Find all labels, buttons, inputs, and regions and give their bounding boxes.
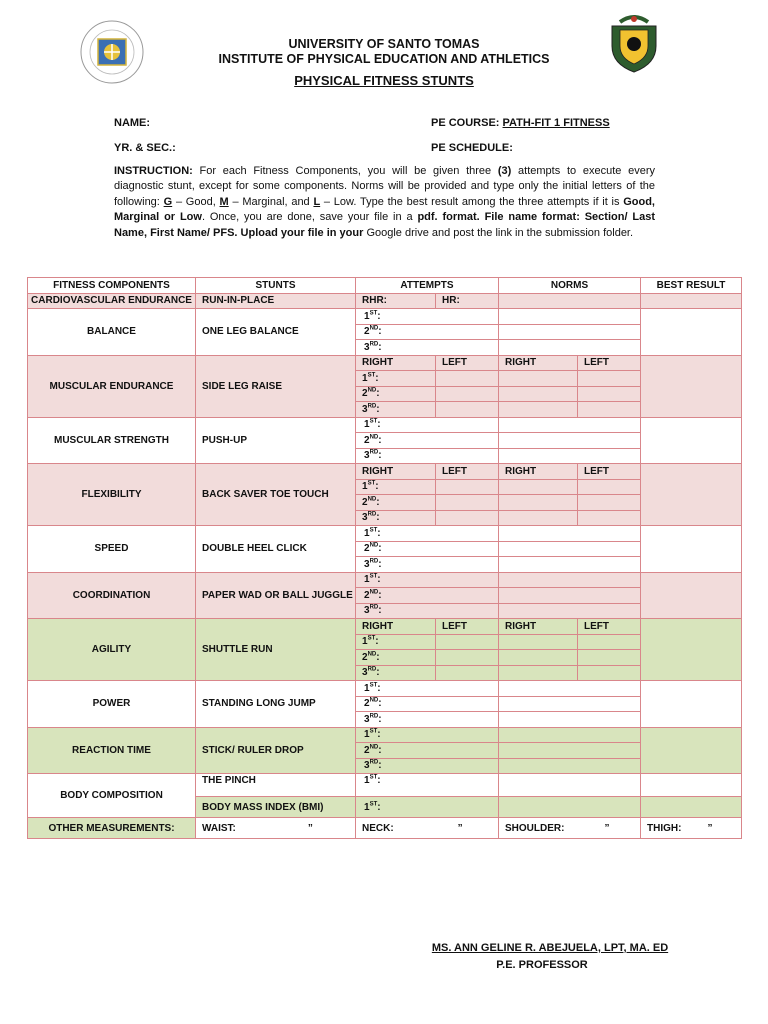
stunt-cell: STANDING LONG JUMP (196, 681, 356, 728)
rhr-cell[interactable]: RHR: (356, 293, 436, 309)
left-attempt-cell[interactable] (436, 650, 499, 666)
component-cell: CARDIOVASCULAR ENDURANCE (28, 293, 196, 309)
pe-course-value: PATH-FIT 1 FITNESS (502, 117, 610, 129)
professor-role: P.E. PROFESSOR (496, 959, 588, 971)
norms-cell[interactable] (499, 774, 641, 797)
best-result-cell[interactable] (641, 572, 742, 619)
right-label: RIGHT (356, 355, 436, 371)
attempt-1-cell[interactable]: 1ST: (356, 634, 436, 650)
table-row (28, 464, 742, 480)
best-result-cell[interactable] (641, 727, 742, 774)
left-attempt-cell[interactable] (436, 386, 499, 402)
norms-cell[interactable] (499, 696, 641, 712)
stunt-cell: PUSH-UP (196, 417, 356, 464)
norms-cell[interactable] (499, 572, 641, 588)
name-label: NAME: (114, 117, 151, 129)
col-header: BEST RESULT (641, 278, 742, 294)
left-label: LEFT (436, 355, 499, 371)
norm-right-cell[interactable] (499, 371, 578, 387)
norms-cell[interactable] (499, 448, 641, 464)
stunt-cell: BACK SAVER TOE TOUCH (196, 464, 356, 526)
left-label: LEFT (578, 464, 641, 480)
component-cell: POWER (28, 681, 196, 728)
norm-right-cell[interactable] (499, 665, 578, 681)
best-result-cell[interactable] (641, 293, 742, 309)
yr-sec-label: YR. & SEC.: (114, 142, 176, 154)
component-cell: MUSCULAR ENDURANCE (28, 355, 196, 417)
stunt-cell: PAPER WAD OR BALL JUGGLE (196, 572, 356, 619)
attempt-3-cell[interactable]: 3RD: (356, 402, 436, 418)
stunt-cell: THE PINCH (196, 774, 356, 797)
attempt-2-cell[interactable]: 2ND: (356, 433, 499, 449)
best-result-cell[interactable] (641, 797, 742, 818)
table-row (28, 526, 742, 542)
norms-cell[interactable] (499, 340, 641, 356)
col-header: ATTEMPTS (356, 278, 499, 294)
component-cell: MUSCULAR STRENGTH (28, 417, 196, 464)
institute-name: INSTITUTE OF PHYSICAL EDUCATION AND ATHLETICS (218, 52, 550, 66)
attempt-2-cell[interactable]: 2ND: (356, 588, 499, 604)
attempt-1-cell[interactable]: 1ST: (356, 727, 499, 743)
best-result-cell[interactable] (641, 309, 742, 356)
attempt-1-cell[interactable]: 1ST: (356, 681, 499, 697)
norm-left-cell[interactable] (578, 479, 641, 495)
norm-left-cell[interactable] (578, 634, 641, 650)
attempt-1-cell[interactable]: 1ST: (356, 371, 436, 387)
attempt-3-cell[interactable]: 3RD: (356, 448, 499, 464)
table-row (28, 309, 742, 325)
pe-course-label: PE COURSE: PATH-FIT 1 FITNESS (431, 117, 610, 129)
thigh-measure-cell[interactable]: THIGH: ” (641, 818, 742, 839)
norms-cell[interactable] (499, 324, 641, 340)
instruction-paragraph: INSTRUCTION: For each Fitness Components, you will be given three (3) attempts to execute every diagnostic stunt, except for some components. Norms will be provided and type only the initial letters of the following: G – Good, M – Marginal, and L – Low. Type the best result among the three attempts if it is Good, Marginal or Low. Once, you are done, save your file in a pdf. format. File name format: Section/ Last Name, First Name/ PFS. Upload your file in your Google drive and post the link in the submission folder. (114, 165, 655, 239)
left-attempt-cell[interactable] (436, 634, 499, 650)
norms-cell[interactable] (499, 681, 641, 697)
norm-left-cell[interactable] (578, 510, 641, 526)
best-result-cell[interactable] (641, 774, 742, 797)
best-result-cell[interactable] (641, 526, 742, 573)
left-attempt-cell[interactable] (436, 402, 499, 418)
shoulder-measure-cell[interactable]: SHOULDER: ” (499, 818, 641, 839)
norm-right-cell[interactable] (499, 650, 578, 666)
norm-left-cell[interactable] (578, 495, 641, 511)
stunt-cell: SIDE LEG RAISE (196, 355, 356, 417)
right-label: RIGHT (499, 464, 578, 480)
stunt-cell: STICK/ RULER DROP (196, 727, 356, 774)
norms-cell[interactable] (499, 758, 641, 774)
table-row (28, 572, 742, 588)
norm-left-cell[interactable] (578, 650, 641, 666)
left-attempt-cell[interactable] (436, 371, 499, 387)
left-label: LEFT (436, 619, 499, 635)
component-cell: FLEXIBILITY (28, 464, 196, 526)
neck-measure-cell[interactable]: NECK: ” (356, 818, 499, 839)
attempt-2-cell[interactable]: 2ND: (356, 386, 436, 402)
norm-right-cell[interactable] (499, 402, 578, 418)
component-cell: BALANCE (28, 309, 196, 356)
attempt-1-cell[interactable]: 1ST: (356, 417, 499, 433)
hr-cell[interactable]: HR: (436, 293, 499, 309)
table-row (28, 417, 742, 433)
stunt-cell: RUN-IN-PLACE (196, 293, 356, 309)
attempt-2-cell[interactable]: 2ND: (356, 650, 436, 666)
attempt-2-cell[interactable]: 2ND: (356, 495, 436, 511)
norms-cell[interactable] (499, 797, 641, 818)
right-label: RIGHT (356, 619, 436, 635)
left-attempt-cell[interactable] (436, 510, 499, 526)
component-cell: COORDINATION (28, 572, 196, 619)
left-attempt-cell[interactable] (436, 665, 499, 681)
attempt-1-cell[interactable]: 1ST: (356, 479, 436, 495)
norms-cell[interactable] (499, 293, 641, 309)
attempt-3-cell[interactable]: 3RD: (356, 510, 436, 526)
norm-left-cell[interactable] (578, 371, 641, 387)
best-result-cell[interactable] (641, 681, 742, 728)
page-title: PHYSICAL FITNESS STUNTS (294, 73, 474, 88)
left-label: LEFT (436, 464, 499, 480)
best-result-cell[interactable] (641, 464, 742, 526)
attempt-1-cell[interactable]: 1ST: (356, 797, 499, 818)
norm-right-cell[interactable] (499, 495, 578, 511)
stunt-cell: SHUTTLE RUN (196, 619, 356, 681)
university-name: UNIVERSITY OF SANTO TOMAS (288, 37, 480, 51)
table-row (28, 619, 742, 635)
right-label: RIGHT (499, 355, 578, 371)
component-cell: AGILITY (28, 619, 196, 681)
attempt-2-cell[interactable]: 2ND: (356, 324, 499, 340)
attempt-1-cell[interactable]: 1ST: (356, 309, 499, 325)
left-attempt-cell[interactable] (436, 479, 499, 495)
table-row (28, 818, 742, 839)
norms-cell[interactable] (499, 433, 641, 449)
norm-right-cell[interactable] (499, 634, 578, 650)
attempt-3-cell[interactable]: 3RD: (356, 665, 436, 681)
stunt-cell: DOUBLE HEEL CLICK (196, 526, 356, 573)
attempt-2-cell[interactable]: 2ND: (356, 541, 499, 557)
col-header: STUNTS (196, 278, 356, 294)
norm-right-cell[interactable] (499, 479, 578, 495)
norms-cell[interactable] (499, 588, 641, 604)
attempt-1-cell[interactable]: 1ST: (356, 526, 499, 542)
table-row (28, 774, 742, 797)
table-row (28, 727, 742, 743)
norm-right-cell[interactable] (499, 510, 578, 526)
norms-cell[interactable] (499, 417, 641, 433)
col-header: NORMS (499, 278, 641, 294)
attempt-2-cell[interactable]: 2ND: (356, 743, 499, 759)
best-result-cell[interactable] (641, 417, 742, 464)
component-cell: SPEED (28, 526, 196, 573)
attempt-1-cell[interactable]: 1ST: (356, 774, 499, 797)
table-row (28, 681, 742, 697)
norm-left-cell[interactable] (578, 386, 641, 402)
left-attempt-cell[interactable] (436, 495, 499, 511)
norm-left-cell[interactable] (578, 665, 641, 681)
stunt-cell: ONE LEG BALANCE (196, 309, 356, 356)
attempt-3-cell[interactable]: 3RD: (356, 603, 499, 619)
component-cell: REACTION TIME (28, 727, 196, 774)
left-label: LEFT (578, 355, 641, 371)
left-label: LEFT (578, 619, 641, 635)
attempt-3-cell[interactable]: 3RD: (356, 712, 499, 728)
norms-cell[interactable] (499, 557, 641, 573)
pe-schedule-label: PE SCHEDULE: (431, 142, 513, 154)
best-result-cell[interactable] (641, 355, 742, 417)
norms-cell[interactable] (499, 743, 641, 759)
norms-cell[interactable] (499, 603, 641, 619)
fitness-table (27, 277, 742, 839)
norms-cell[interactable] (499, 727, 641, 743)
norm-left-cell[interactable] (578, 402, 641, 418)
professor-name: MS. ANN GELINE R. ABEJUELA, LPT, MA. ED (431, 942, 669, 954)
stunt-cell: BODY MASS INDEX (BMI) (196, 797, 356, 818)
attempt-3-cell[interactable]: 3RD: (356, 557, 499, 573)
col-header: FITNESS COMPONENTS (28, 278, 196, 294)
table-row (28, 355, 742, 371)
norms-cell[interactable] (499, 712, 641, 728)
attempt-1-cell[interactable]: 1ST: (356, 572, 499, 588)
right-label: RIGHT (499, 619, 578, 635)
attempt-3-cell[interactable]: 3RD: (356, 340, 499, 356)
norms-cell[interactable] (499, 526, 641, 542)
other-measurements-label: OTHER MEASUREMENTS: (28, 818, 196, 839)
attempt-2-cell[interactable]: 2ND: (356, 696, 499, 712)
table-header-row (28, 278, 742, 294)
norms-cell[interactable] (499, 309, 641, 325)
attempt-3-cell[interactable]: 3RD: (356, 758, 499, 774)
norms-cell[interactable] (499, 541, 641, 557)
norm-right-cell[interactable] (499, 386, 578, 402)
best-result-cell[interactable] (641, 619, 742, 681)
waist-measure-cell[interactable]: WAIST: ” (196, 818, 356, 839)
right-label: RIGHT (356, 464, 436, 480)
component-cell: BODY COMPOSITION (28, 774, 196, 818)
